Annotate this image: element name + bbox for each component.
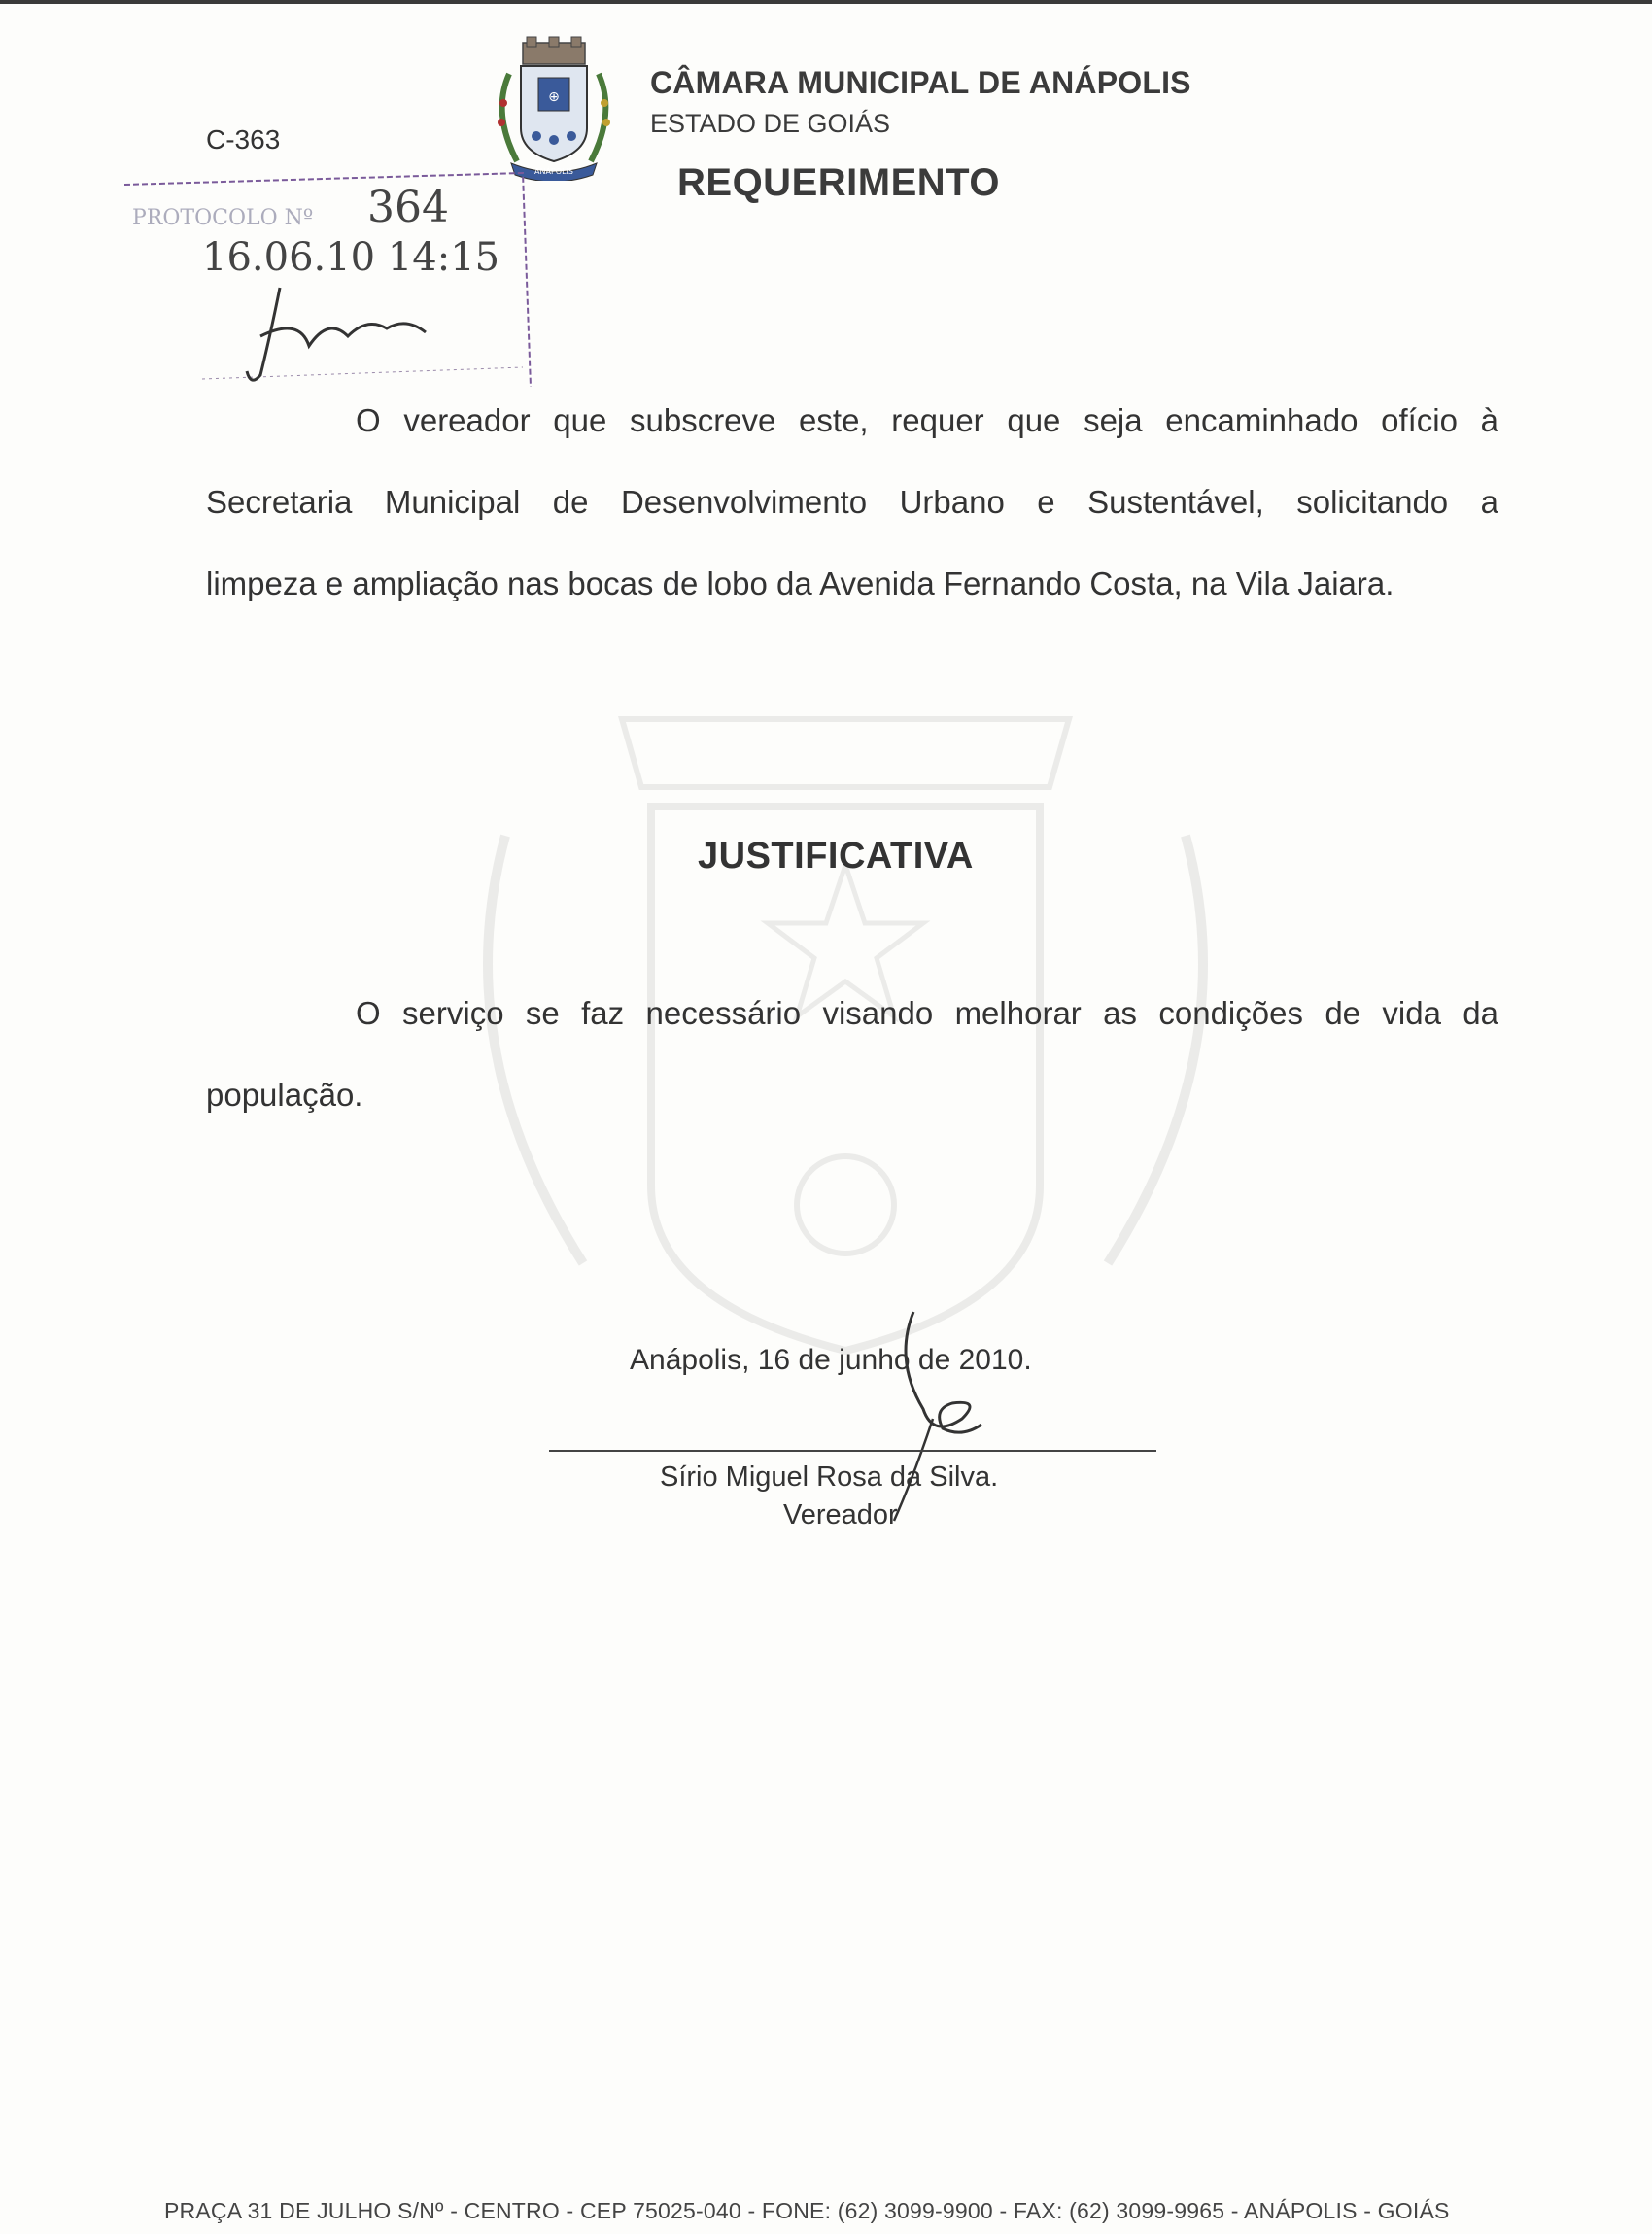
svg-text:⊕: ⊕ (548, 89, 560, 105)
document-code: C-363 (206, 124, 281, 155)
municipal-crest-icon (488, 35, 620, 181)
crest-banner-text: ANÁPOLIS (534, 167, 573, 176)
justification-title: JUSTIFICATIVA (698, 836, 974, 876)
justification-line-2: população. (206, 1077, 363, 1113)
stamp-number: 364 (367, 183, 449, 232)
stamp-signature-icon (241, 278, 455, 395)
signer-name: Sírio Miguel Rosa da Silva. (660, 1461, 999, 1493)
justification-line-1: O serviço se faz necessário visando melhorar as condições de vida da (356, 995, 1498, 1031)
request-paragraph-line-1: O vereador que subscreve este, requer que seja encaminhado ofício à (356, 402, 1498, 438)
stamp-prefix: PROTOCOLO Nº (132, 206, 314, 230)
organization-name: CÂMARA MUNICIPAL DE ANÁPOLIS (650, 65, 1191, 100)
footer-address: PRAÇA 31 DE JULHO S/Nº - CENTRO - CEP 75025-040 - FONE: (62) 3099-9900 - FAX: (62) 3099-9965 - ANÁPOLIS - GOIÁS (164, 2198, 1450, 2223)
request-paragraph-line-2: Secretaria Municipal de Desenvolvimento Urbano e Sustentável, solicitando a (206, 484, 1498, 520)
signer-role: Vereador (783, 1499, 898, 1530)
stamp-datetime: 16.06.10 14:15 (202, 235, 500, 280)
organization-state: ESTADO DE GOIÁS (650, 109, 891, 138)
document-type-title: REQUERIMENTO (677, 161, 1000, 204)
signature-line (549, 1450, 1156, 1452)
top-border-line (0, 0, 1652, 4)
place-and-date: Anápolis, 16 de junho de 2010. (630, 1344, 1032, 1376)
request-paragraph-line-3: limpeza e ampliação nas bocas de lobo da Avenida Fernando Costa, na Vila Jaiara. (206, 566, 1394, 601)
protocol-stamp (124, 163, 552, 396)
